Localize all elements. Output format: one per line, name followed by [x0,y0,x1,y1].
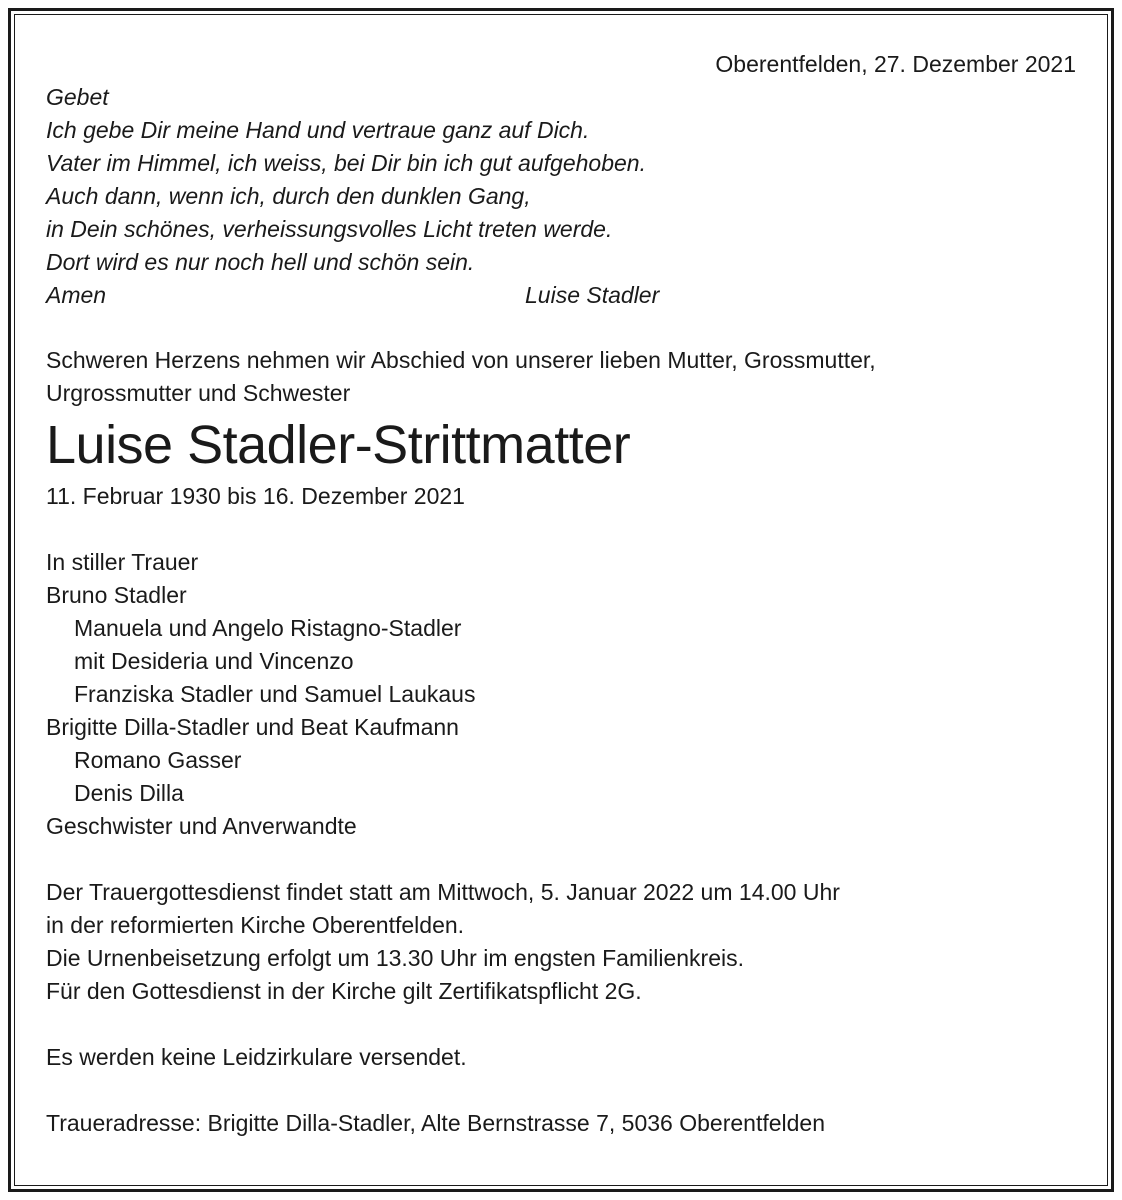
intro-line: Schweren Herzens nehmen wir Abschied von unserer lieben Mutter, Grossmutter, [46,347,876,373]
mourner-entry: Manuela und Angelo Ristagno-Stadler [74,615,462,641]
deceased-name: Luise Stadler-Strittmatter [46,415,631,475]
mourner-entry: Franziska Stadler und Samuel Laukaus [74,681,476,707]
prayer-closing [46,279,1076,312]
prayer-amen: Amen [46,282,107,308]
prayer-signature: Luise Stadler [525,282,660,308]
prayer-line: Ich gebe Dir meine Hand und vertraue ganz auf Dich. [46,117,590,143]
mourners-list [46,546,1076,843]
prayer-line: Dort wird es nur noch hell und schön sein. [46,249,475,275]
intro-text [46,344,1076,410]
intro-line: Urgrossmutter und Schwester [46,380,351,406]
service-line: in der reformierten Kirche Oberentfelden. [46,912,465,938]
mourners-heading: In stiller Trauer [46,549,199,575]
life-dates: 11. Februar 1930 bis 16. Dezember 2021 [46,483,465,509]
obituary-notice [46,48,1076,1140]
prayer-line: in Dein schönes, verheissungsvolles Licht treten werde. [46,216,613,242]
service-line: Der Trauergottesdienst findet statt am Mittwoch, 5. Januar 2022 um 14.00 Uhr [46,879,840,905]
mourner-entry: Denis Dilla [74,780,184,806]
prayer-line: Vater im Himmel, ich weiss, bei Dir bin ich gut aufgehoben. [46,150,646,176]
mourner-entry: mit Desideria und Vincenzo [74,648,354,674]
place-date: Oberentfelden, 27. Dezember 2021 [715,51,1076,77]
mourner-entry: Romano Gasser [74,747,242,773]
service-line: Die Urnenbeisetzung erfolgt um 13.30 Uhr im engsten Familienkreis. [46,945,744,971]
mourner-entry: Geschwister und Anverwandte [46,813,357,839]
prayer-title: Gebet [46,84,109,110]
service-info [46,876,1076,1008]
circular-note: Es werden keine Leidzirkulare versendet. [46,1044,467,1070]
prayer-line: Auch dann, wenn ich, durch den dunklen Gang, [46,183,531,209]
service-line: Für den Gottesdienst in der Kirche gilt Zertifikatspflicht 2G. [46,978,642,1004]
mourner-entry: Bruno Stadler [46,582,187,608]
mourner-entry: Brigitte Dilla-Stadler und Beat Kaufmann [46,714,459,740]
mourning-address: Traueradresse: Brigitte Dilla-Stadler, Alte Bernstrasse 7, 5036 Oberentfelden [46,1110,826,1136]
prayer-block [46,81,1076,312]
